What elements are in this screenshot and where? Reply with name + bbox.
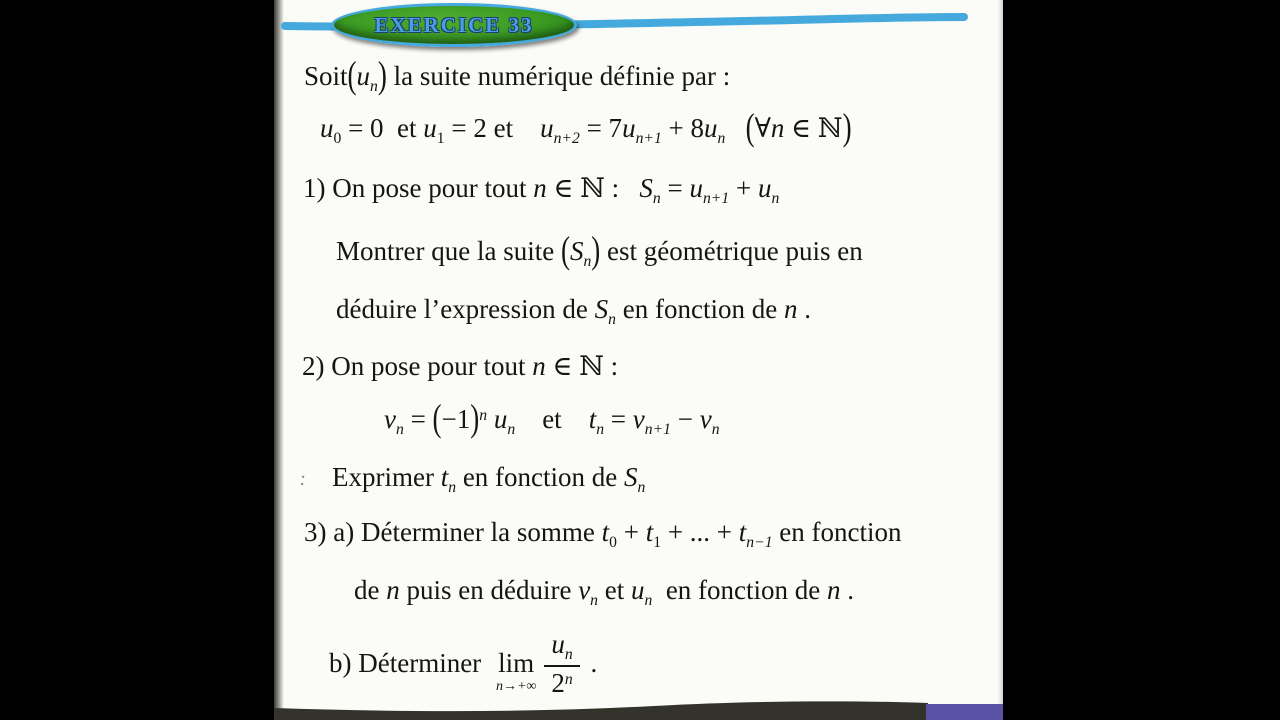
math-segment: u (704, 113, 718, 143)
math-segment: . (840, 575, 855, 605)
math-segment: ) (842, 105, 852, 149)
math-segment: = (660, 173, 690, 203)
math-segment: ∈ ℕ : (546, 173, 640, 203)
math-segment: v (578, 575, 591, 605)
math-segment: u (757, 173, 772, 203)
math-segment: n+1 (635, 129, 662, 147)
lim-word: lim (498, 647, 535, 678)
math-segment: n (448, 478, 457, 496)
math-segment: u (320, 113, 334, 143)
math-segment: n (479, 406, 488, 424)
scan-artifact: : (298, 467, 308, 491)
math-segment: ( (432, 396, 442, 440)
math-segment: = 2 et (444, 113, 541, 143)
math-segment: + ... + (661, 517, 739, 547)
math-segment: 1) On pose pour tout (303, 173, 534, 203)
math-segment: ) (470, 396, 480, 440)
math-segment: déduire l’expression de (336, 294, 595, 324)
math-segment: n (533, 173, 547, 203)
math-segment: 1 (436, 129, 445, 147)
math-segment (725, 113, 745, 143)
math-segment: t (588, 404, 597, 434)
page-edge-shadow-right (998, 0, 1003, 720)
math-segment: S (624, 462, 638, 492)
math-segment: + (616, 517, 646, 547)
math-segment: n (507, 420, 516, 438)
math-segment: en fonction de (616, 294, 784, 324)
math-segment: n (637, 478, 646, 496)
line-q1-montrer (336, 228, 863, 272)
math-segment: ( (347, 53, 357, 97)
math-segment: v (699, 404, 712, 434)
math-segment: . (797, 294, 811, 324)
math-segment: n−1 (746, 533, 773, 551)
math-segment: ( (560, 228, 570, 272)
math-segment: −1 (441, 404, 471, 434)
math-segment: n (783, 294, 798, 324)
math-segment: ∀ (754, 113, 771, 143)
math-segment: Soit (304, 61, 348, 91)
math-segment: n (386, 575, 400, 605)
limit-suffix: . (583, 648, 598, 679)
math-segment: = (604, 404, 633, 434)
math-segment: = 0 et (341, 113, 424, 143)
math-segment: n (652, 189, 661, 207)
limit-prefix: b) Déterminer (329, 648, 488, 679)
math-segment: = (403, 404, 433, 434)
page-edge-shadow (274, 0, 284, 720)
page-bottom-band (274, 694, 1003, 720)
math-segment: la suite numérique définie par : (386, 61, 731, 91)
math-segment: en fonction de (652, 575, 828, 605)
math-segment: n (827, 575, 841, 605)
exercise-badge-label: EXERCICE 33 (374, 12, 534, 37)
math-segment: t (738, 517, 747, 547)
math-segment: n (608, 310, 616, 328)
line-recurrence (320, 105, 852, 149)
math-segment: u (356, 61, 371, 91)
math-segment: ( (745, 105, 755, 149)
math-segment: = 7 (579, 113, 623, 143)
exercise-badge (331, 3, 577, 47)
math-segment: u (423, 113, 437, 143)
math-segment: S (569, 236, 584, 266)
textbook-page (274, 0, 1003, 720)
math-segment: ) (591, 228, 601, 272)
line-q2-definitions (384, 396, 720, 440)
math-segment: v (632, 404, 645, 434)
math-segment: de (354, 575, 387, 605)
math-segment: n (717, 129, 726, 147)
math-segment: puis en déduire (399, 575, 579, 605)
line-q3b-limit (329, 630, 597, 698)
math-segment: n (590, 591, 598, 609)
math-segment: S (639, 173, 653, 203)
math-segment: u (493, 404, 508, 434)
line-intro (304, 53, 731, 97)
limit-fraction (544, 630, 579, 698)
math-segment: t (601, 517, 610, 547)
math-segment: n (771, 189, 780, 207)
math-segment: 1 (653, 533, 662, 551)
math-segment: n (711, 420, 720, 438)
math-segment: t (440, 462, 449, 492)
math-segment: n (644, 591, 653, 609)
math-segment: − (670, 404, 700, 434)
math-segment: ) (377, 53, 387, 97)
math-segment: v (384, 404, 396, 434)
math-segment: t (645, 517, 654, 547)
math-segment: n+1 (702, 189, 730, 207)
line-q3a (304, 516, 902, 553)
math-segment: n (370, 77, 378, 95)
math-segment: n (532, 351, 546, 381)
math-segment: n (596, 420, 605, 438)
math-segment: u (622, 113, 636, 143)
math-segment: u (631, 575, 645, 605)
math-segment: Exprimer (332, 462, 441, 492)
math-segment: 2) On pose pour tout (302, 351, 533, 381)
math-segment: n+2 (553, 129, 580, 147)
math-segment: en fonction (772, 517, 902, 547)
math-segment: et (515, 404, 589, 434)
math-segment: 0 (333, 129, 342, 147)
math-segment: n (395, 420, 404, 438)
line-q1-deduire (336, 293, 811, 330)
math-segment: + 8 (661, 113, 705, 143)
math-segment: en fonction de (456, 462, 625, 492)
limit-operator (495, 647, 537, 694)
math-segment: Montrer que la suite (336, 236, 561, 266)
math-segment: 0 (609, 533, 617, 551)
math-segment: ∈ ℕ (784, 113, 843, 143)
math-segment: S (594, 294, 609, 324)
math-segment: + (729, 173, 758, 203)
math-segment: est géométrique puis en (600, 236, 863, 266)
lim-subscript: n→+∞ (495, 678, 537, 694)
math-segment: u (689, 173, 703, 203)
math-segment: 3) a) Déterminer la somme (304, 517, 602, 547)
line-q2 (302, 350, 618, 384)
letterbox-right (1003, 0, 1280, 720)
letterbox-left (0, 0, 274, 720)
math-segment (487, 404, 494, 434)
math-segment: et (598, 575, 631, 605)
line-q1 (303, 172, 779, 209)
math-segment: u (540, 113, 554, 143)
math-segment: n (770, 113, 785, 143)
math-segment: n (583, 252, 592, 270)
math-segment: n+1 (644, 420, 671, 438)
math-segment: ∈ ℕ : (545, 351, 619, 381)
fraction-denominator: 2$^n$ (551, 668, 573, 699)
line-q2-exprimer (332, 461, 645, 498)
line-q3a-suite (354, 574, 854, 611)
fraction-numerator: $u_n$ (544, 630, 579, 667)
